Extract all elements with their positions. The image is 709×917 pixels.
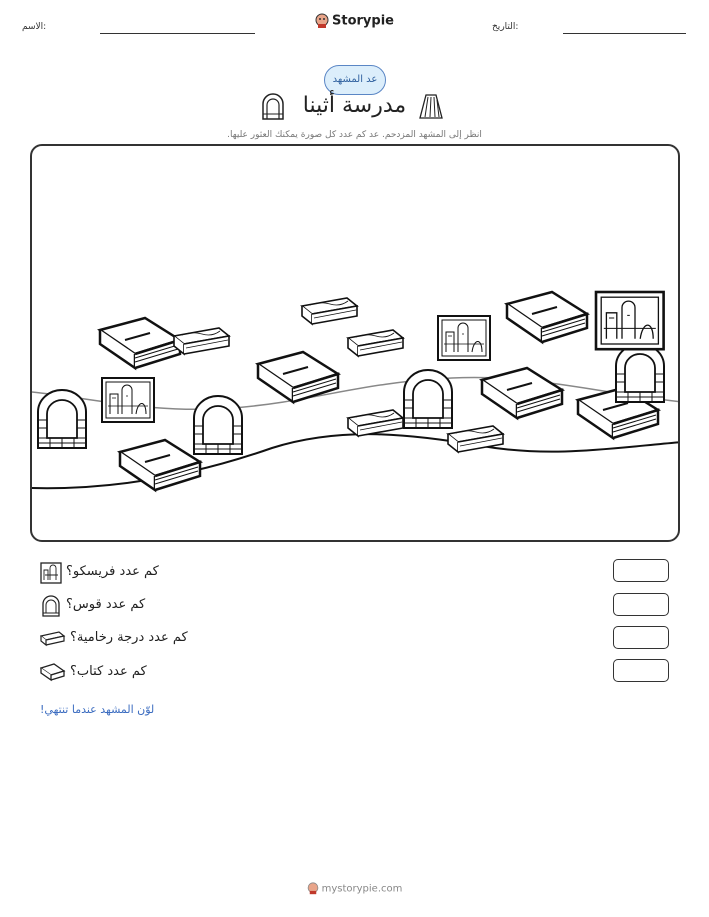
arch-item — [194, 396, 242, 454]
color-instruction: لوّن المشهد عندما تنتهي! — [40, 703, 155, 716]
question-text: كم عدد كتاب؟ — [70, 664, 147, 679]
date-line[interactable] — [563, 33, 686, 34]
scroll-pillar-icon — [418, 92, 444, 120]
question-text: كم عدد درجة رخامية؟ — [70, 630, 188, 645]
arch-item — [616, 344, 664, 402]
marble-step-item — [174, 328, 229, 354]
answer-box-arch[interactable] — [613, 593, 669, 616]
footer-url[interactable]: mystorypie.com — [321, 883, 403, 895]
answer-box-fresco[interactable] — [613, 559, 669, 582]
answer-box-book[interactable] — [613, 659, 669, 682]
answer-box-step[interactable] — [613, 626, 669, 649]
book-item — [482, 368, 562, 418]
arch-icon — [40, 595, 62, 617]
arch-item — [38, 390, 86, 448]
fresco-icon — [40, 562, 62, 584]
book-icon — [40, 662, 66, 684]
book-item — [100, 318, 180, 368]
marble-step-item — [302, 298, 357, 324]
scene-count-badge: عد المشهد — [324, 65, 386, 95]
brand-name: Storypie — [332, 13, 394, 29]
book-item — [507, 292, 587, 342]
storypie-mascot-icon — [307, 882, 319, 895]
name-label: الاسم: — [22, 22, 47, 32]
marble-step-item — [348, 330, 403, 356]
question-row-fresco — [40, 562, 190, 586]
fresco-item — [438, 316, 490, 360]
storypie-mascot-icon — [315, 13, 329, 29]
question-row-arch — [40, 595, 190, 619]
fresco-item — [102, 378, 154, 422]
marble-step-item — [348, 410, 403, 436]
date-label: التاريخ: — [492, 22, 519, 32]
question-row-step — [40, 628, 220, 652]
marble-step-icon — [40, 628, 66, 650]
footer — [0, 882, 709, 895]
scene-illustration — [32, 146, 680, 542]
arch-item — [404, 370, 452, 428]
fresco-item — [596, 292, 664, 349]
brand-logo — [0, 13, 709, 29]
page-title: مدرسة أثينا — [302, 93, 407, 118]
question-row-book — [40, 662, 190, 686]
instructions: انظر إلى المشهد المزدحم. عد كم عدد كل صورة يمكنك العثور عليها. — [227, 130, 482, 140]
name-line[interactable] — [100, 33, 255, 34]
scene-panel[interactable] — [30, 144, 680, 542]
question-text: كم عدد قوس؟ — [66, 597, 146, 612]
question-text: كم عدد فريسكو؟ — [66, 564, 159, 579]
